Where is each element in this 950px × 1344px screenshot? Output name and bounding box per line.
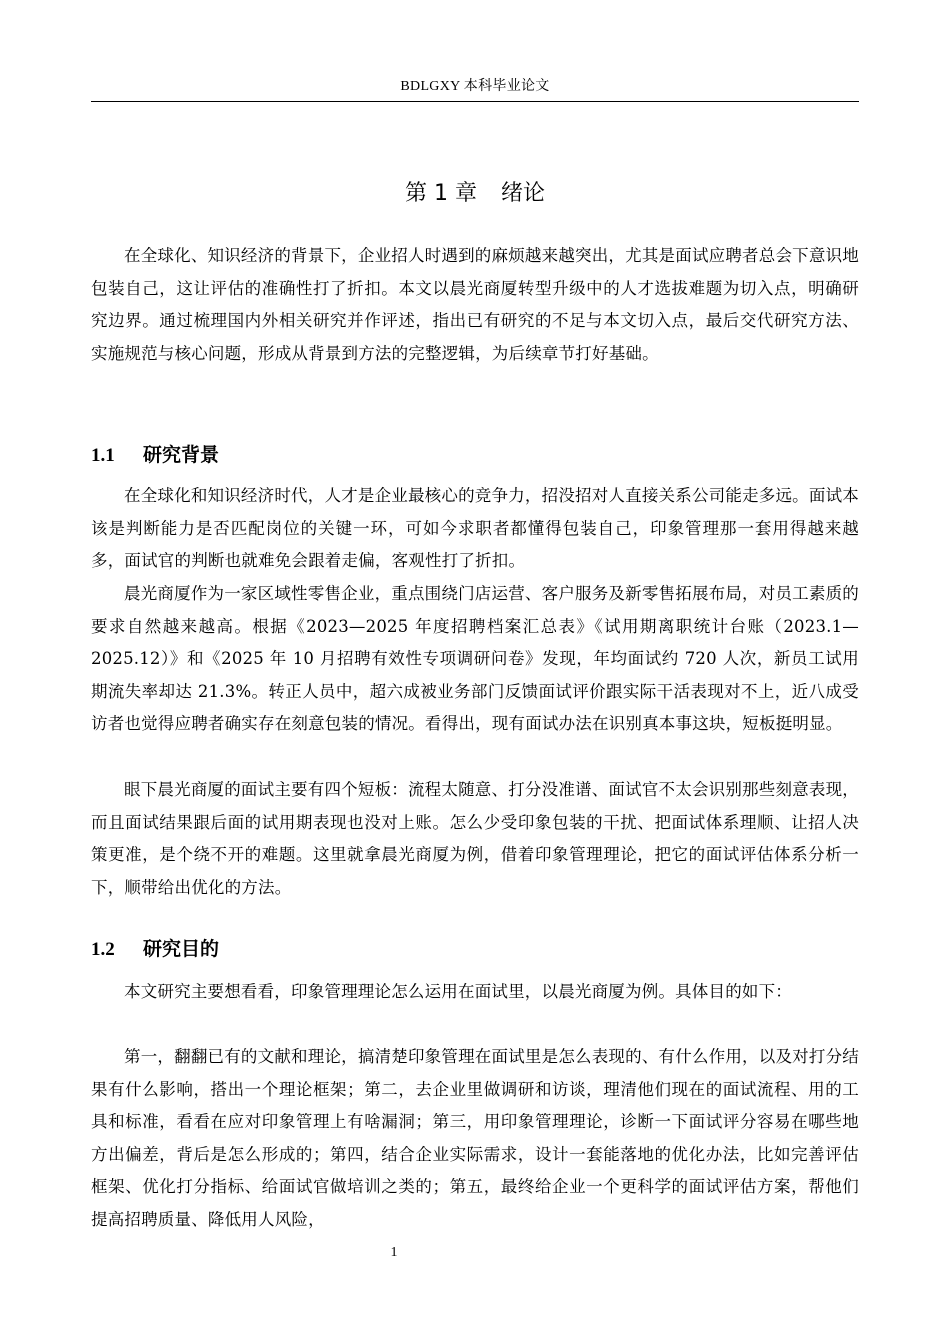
section-title: 研究背景 [143,444,220,466]
purpose-paragraph-1: 本文研究主要想看看，印象管理理论怎么运用在面试里，以晨光商厦为例。具体目的如下： [124,982,792,1001]
purpose-paragraph-2: 第一，翻翻已有的文献和理论，搞清楚印象管理在面试里是怎么表现的、有什么作用，以及对打分结果有什么影响，搭出一个理论框架；第二，去企业里做调研和访谈，理清他们现在的面试流程、用的工具和标准，看看在应对印象管理上有啥漏洞；第三，用印象管理理论，诊断一下面试评分容易在哪些地方出偏差，背后是怎么形成的；第四，结合企业实际需求，设计一套能落地的优化办法，比如完善评估框架、优化打分指标、给面试官做培训之类的；第五，最终给企业一个更科学的面试评估方案，帮他们提高招聘质量、降低用人风险， [91,1047,859,1229]
section-heading-1-1 [91,440,859,471]
background-paragraph-2: 晨光商厦作为一家区域性零售企业，重点围绕门店运营、客户服务及新零售拓展布局，对员工素质的要求自然越来越高。根据《2023—2025 年度招聘档案汇总表》《试用期离职统计台账（2023.1—2025.12）》和《2025 年 10 月招聘有效性专项调研问卷》发现，年均面试约 720 人次，新员工试用期流失率却达 21.3%。转正人员中，超六成被业务部门反馈面试评价跟实际干活表现对不上，近八成受访者也觉得应聘者确实存在刻意包装的情况。看得出，现有面试办法在识别真本事这块，短板挺明显。 [91,584,859,734]
header-rule [91,101,859,102]
chapter-name: 绪论 [500,181,545,206]
chapter-title [91,178,859,210]
background-paragraph-1: 在全球化和知识经济时代，人才是企业最核心的竞争力，招没招对人直接关系公司能走多远。面试本该是判断能力是否匹配岗位的关键一环，可如今求职者都懂得包装自己，印象管理那一套用得越来越多，面试官的判断也就难免会跟着走偏，客观性打了折扣。 [91,486,859,571]
intro-paragraph: 在全球化、知识经济的背景下，企业招人时遇到的麻烦越来越突出，尤其是面试应聘者总会下意识地包装自己，这让评估的准确性打了折扣。本文以晨光商厦转型升级中的人才选拔难题为切入点，明确研究边界。通过梳理国内外相关研究并作评述，指出已有研究的不足与本文切入点，最后交代研究方法、实施规范与核心问题，形成从背景到方法的完整逻辑，为后续章节打好基础。 [91,246,859,363]
section-number: 1.2 [91,939,115,960]
section-number: 1.1 [91,445,115,466]
chapter-number: 第 1 章 [405,181,477,206]
running-header: BDLGXY 本科毕业论文 [400,79,550,94]
section-title: 研究目的 [143,938,220,960]
section-heading-1-2 [91,934,859,965]
background-paragraph-3: 眼下晨光商厦的面试主要有四个短板：流程太随意、打分没准谱、面试官不太会识别那些刻意表现，而且面试结果跟后面的试用期表现也没对上账。怎么少受印象包装的干扰、把面试体系理顺、让招人决策更准，是个绕不开的难题。这里就拿晨光商厦为例，借着印象管理理论，把它的面试评估体系分析一下，顺带给出优化的方法。 [91,780,859,897]
page-number: 1 [390,1245,398,1260]
